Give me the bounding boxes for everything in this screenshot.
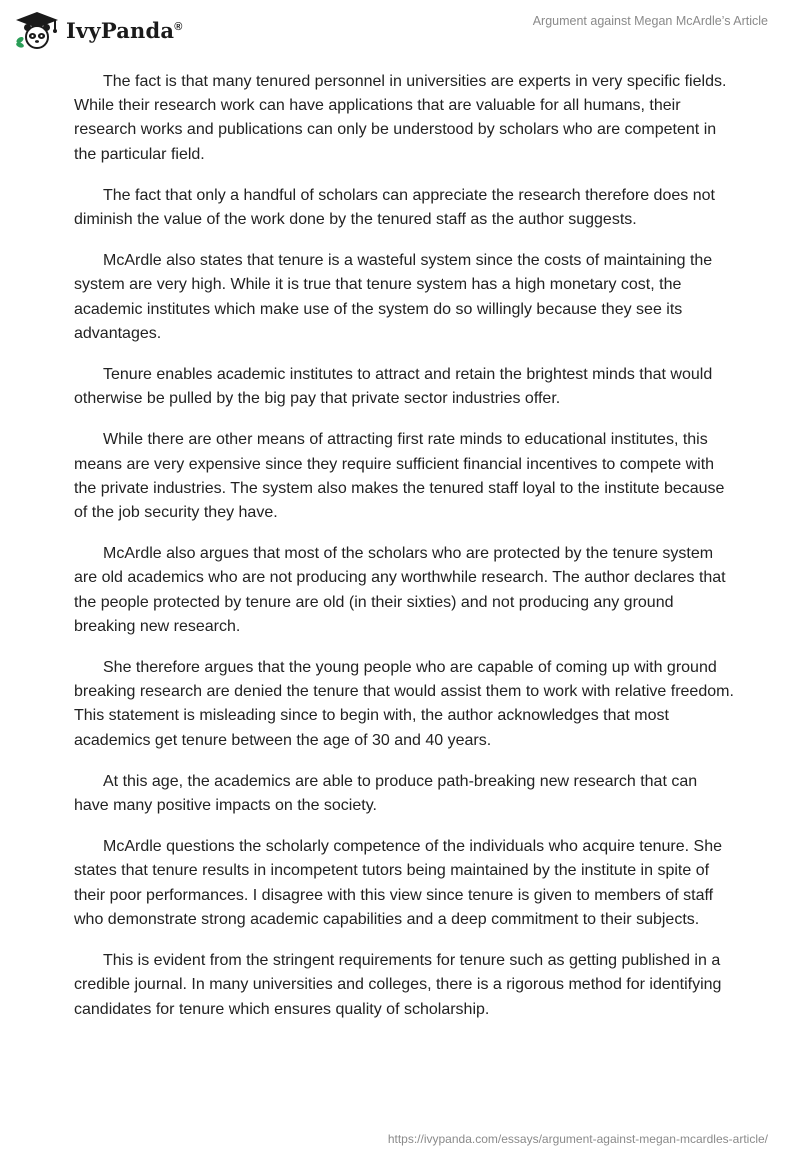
paragraph: While there are other means of attracting first rate minds to educational institutes, this means are very expensive since they require sufficient financial incentives to compete with the private industries. The system also makes the tenured staff loyal to the institute because of the job security they have. bbox=[74, 431, 725, 522]
paragraph: The fact that only a handful of scholars can appreciate the research therefore does not diminish the value of the work done by the tenured staff as the author suggests. bbox=[74, 186, 715, 229]
paragraph: At this age, the academics are able to produce path-breaking new research that can have many positive impacts on the society. bbox=[74, 772, 698, 815]
paragraph: The fact is that many tenured personnel in universities are experts in very specific fields. While their research work can have applications that are valuable for all humans, their research works and publications can only be understood by scholars who are competent in the particular field. bbox=[74, 73, 727, 163]
paragraph: McArdle also argues that most of the scholars who are protected by the tenure system are old academics who are not producing any worthwhile research. The author declares that the people protected by tenure are old (in their sixties) and not producing any ground breaking new research. bbox=[74, 545, 726, 635]
paragraph: Tenure enables academic institutes to attract and retain the brightest minds that would otherwise be pulled by the big pay that private sector industries offer. bbox=[74, 366, 713, 408]
panda-graduation-cap-icon bbox=[14, 10, 60, 50]
page-header bbox=[0, 0, 800, 60]
source-url-link[interactable]: https://ivypanda.com/essays/argument-against-megan-mcardles-article/ bbox=[387, 1132, 768, 1146]
logo-text: IvyPanda® bbox=[66, 17, 183, 43]
registered-mark: ® bbox=[174, 20, 183, 33]
paragraph: McArdle questions the scholarly competence of the individuals who acquire tenure. She states that tenure results in incompetent tutors being maintained by the institute in spite of their poor performances. I disagree with this view since tenure is given to members of staff who demonstrate strong academic capabilities and a deep commitment to their subjects. bbox=[74, 838, 723, 928]
paragraph: McArdle also states that tenure is a wasteful system since the costs of maintaining the system are very high. While it is true that tenure system has a high monetary cost, the academic institutes which make use of the system do so willingly because they see its advantages. bbox=[74, 252, 713, 342]
essay-body bbox=[74, 70, 734, 1039]
document-title: Argument against Megan McArdle’s Article bbox=[532, 14, 768, 28]
paragraph: This is evident from the stringent requirements for tenure such as getting published in a credible journal. In many universities and colleges, there is a rigorous method for identifying candidates for tenure which ensures quality of scholarship. bbox=[74, 952, 722, 1018]
ivypanda-logo[interactable] bbox=[14, 10, 183, 50]
paragraph: She therefore argues that the young people who are capable of coming up with ground breaking research are denied the tenure that would assist them to work with relative freedom. This statement is misleading since to begin with, the author acknowledges that most academics get tenure between the age of 30 and 40 years. bbox=[74, 659, 734, 749]
